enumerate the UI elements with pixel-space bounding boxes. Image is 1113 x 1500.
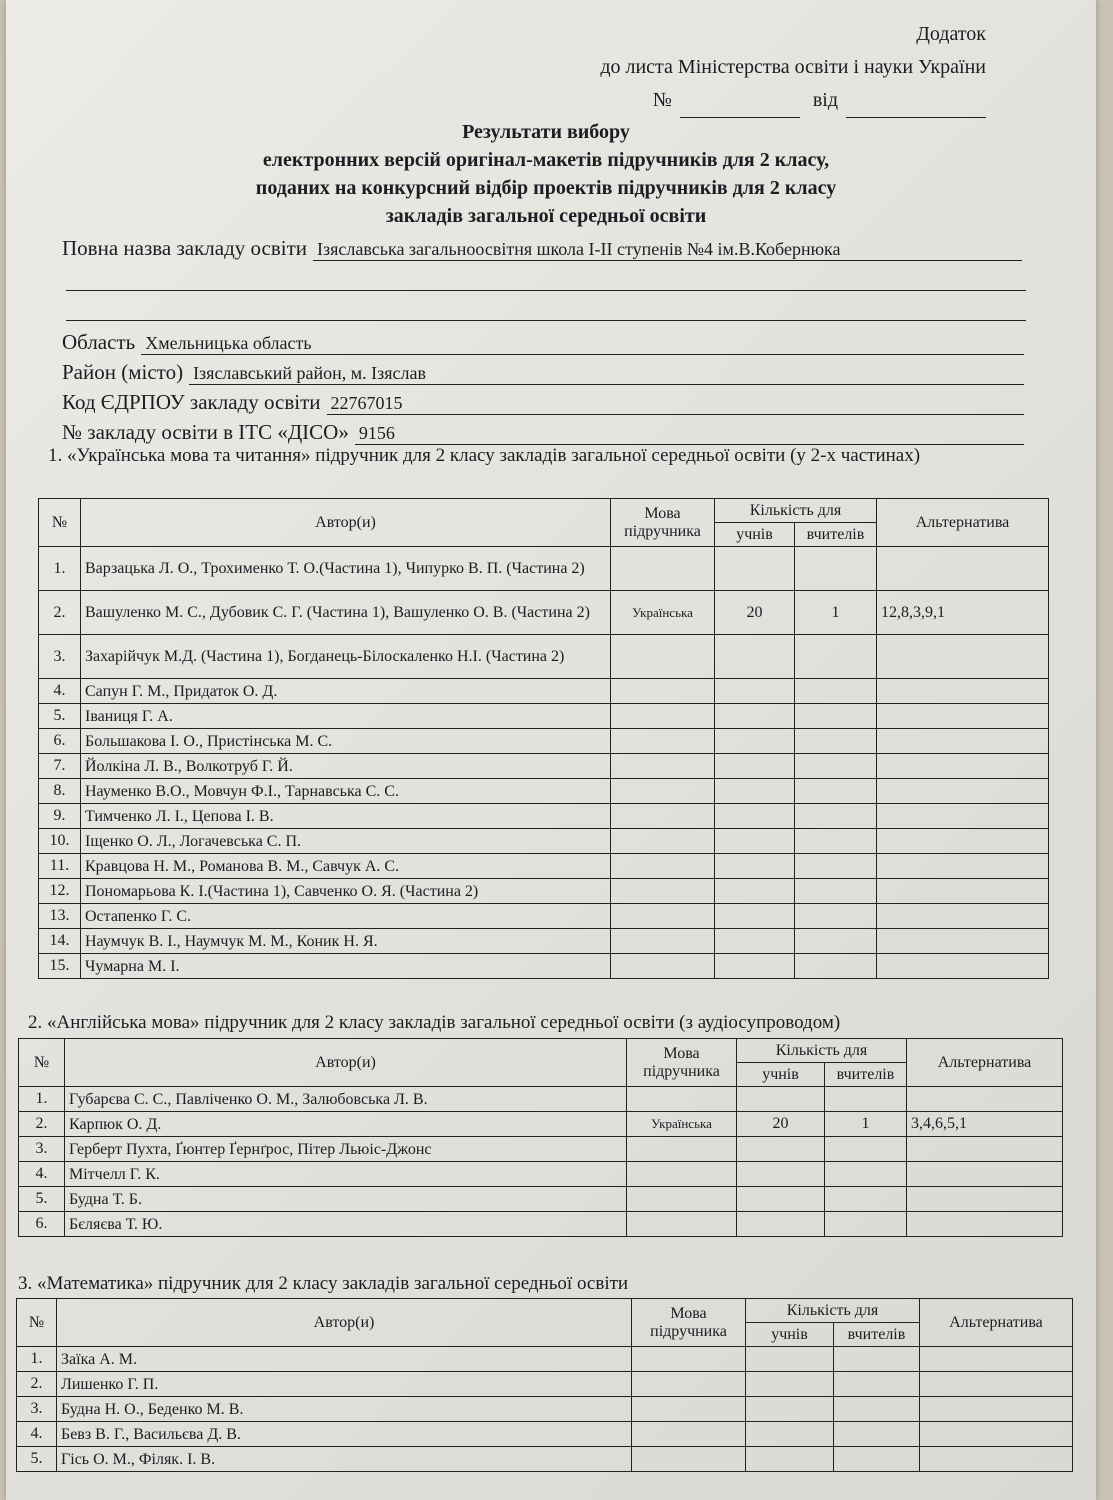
table-row [19,1187,1063,1212]
teachers-count-cell [795,804,877,829]
header-students: учнів [746,1323,834,1347]
row-number: 13. [39,904,81,929]
header-teachers: вчителів [795,523,877,547]
author-cell: Іваниця Г. А. [81,704,611,729]
section-3-table [16,1298,1073,1472]
header-num: № [19,1039,65,1087]
students-count-cell [737,1087,825,1112]
section-2-table [18,1038,1063,1237]
alternative-cell [877,879,1049,904]
teachers-count-cell: 1 [825,1112,907,1137]
teachers-count-cell [795,954,877,979]
teachers-count-cell [834,1397,920,1422]
table-row [17,1447,1073,1472]
language-cell [611,547,715,591]
language-cell [632,1347,746,1372]
table-row [39,829,1049,854]
alternative-cell [907,1212,1063,1237]
header-author: Автор(и) [57,1299,632,1347]
row-number: 3. [17,1397,57,1422]
students-count-cell: 20 [715,591,795,635]
author-cell: Будна Н. О., Беденко М. В. [57,1397,632,1422]
students-count-cell [746,1397,834,1422]
teachers-count-cell [795,729,877,754]
letter-reference: до листа Міністерства освіти і науки України [600,56,986,78]
author-cell: Вашуленко М. С., Дубовик С. Г. (Частина 1), Вашуленко О. В. (Частина 2) [81,591,611,635]
language-cell [611,635,715,679]
alternative-cell [877,729,1049,754]
teachers-count-cell [795,635,877,679]
students-count-cell [746,1347,834,1372]
alternative-cell [907,1087,1063,1112]
header-alternative: Альтернатива [877,499,1049,547]
language-cell [611,904,715,929]
author-cell: Мітчелл Г. К. [65,1162,627,1187]
teachers-count-cell [795,854,877,879]
table-row [19,1162,1063,1187]
row-number: 14. [39,929,81,954]
row-number: 5. [39,704,81,729]
alternative-cell [877,929,1049,954]
alternative-cell [920,1422,1073,1447]
author-cell: Лишенко Г. П. [57,1372,632,1397]
alternative-cell [907,1137,1063,1162]
language-cell [611,754,715,779]
alternative-cell [877,679,1049,704]
date-blank [846,84,986,118]
row-number: 6. [39,729,81,754]
students-count-cell [746,1447,834,1472]
school-name-blank-line-1 [66,290,1026,291]
row-number: 3. [19,1137,65,1162]
author-cell: Сапун Г. М., Придаток О. Д. [81,679,611,704]
teachers-count-cell [795,904,877,929]
row-number: 4. [19,1162,65,1187]
row-number: 1. [39,547,81,591]
title-line-3: поданих на конкурсний відбір проектів підручників для 2 класу [255,177,837,199]
author-cell: Наумчук В. І., Наумчук М. М., Коник Н. Я. [81,929,611,954]
author-cell: Іщенко О. Л., Логачевська С. П. [81,829,611,854]
header-language: Мова підручника [611,499,715,547]
row-number: 10. [39,829,81,854]
teachers-count-cell [795,679,877,704]
language-cell [627,1137,737,1162]
row-number: 2. [17,1372,57,1397]
header-language: Мова підручника [627,1039,737,1087]
alternative-cell [877,635,1049,679]
teachers-count-cell [795,879,877,904]
row-number: 1. [19,1087,65,1112]
language-cell [627,1212,737,1237]
author-cell: Науменко В.О., Мовчун Ф.І., Тарнавська С. С. [81,779,611,804]
title-line-4: закладів загальної середньої освіти [385,205,707,227]
students-count-cell [737,1187,825,1212]
table-row [39,704,1049,729]
table-row [39,929,1049,954]
author-cell: Бевз В. Г., Васильєва Д. В. [57,1422,632,1447]
alternative-cell [920,1397,1073,1422]
header-language: Мова підручника [632,1299,746,1347]
alternative-cell [877,829,1049,854]
from-label: від [812,89,838,111]
alternative-cell [920,1447,1073,1472]
teachers-count-cell [834,1347,920,1372]
teachers-count-cell [825,1212,907,1237]
title-line-2: електронних версій оригінал-макетів підручників для 2 класу, [262,149,830,171]
author-cell: Пономарьова К. І.(Частина 1), Савченко О. Я. (Частина 2) [81,879,611,904]
author-cell: Остапенко Г. С. [81,904,611,929]
students-count-cell [715,904,795,929]
document-title [66,118,1026,230]
teachers-count-cell [795,779,877,804]
row-number: 4. [17,1422,57,1447]
language-cell [611,879,715,904]
section-2-title: 2. «Англійська мова» підручник для 2 класу закладів загальної середньої освіти (з аудіосупроводом) [28,1012,841,1033]
row-number: 8. [39,779,81,804]
alternative-cell [920,1372,1073,1397]
teachers-count-cell [795,547,877,591]
teachers-count-cell [834,1447,920,1472]
students-count-cell [737,1137,825,1162]
table-row [39,954,1049,979]
author-cell: Кравцова Н. М., Романова В. М., Савчук А. С. [81,854,611,879]
header-num: № [17,1299,57,1347]
edrpou-field [62,390,1024,415]
students-count-cell [715,829,795,854]
row-number: 15. [39,954,81,979]
students-count-cell [737,1212,825,1237]
section-3-title: 3. «Математика» підручник для 2 класу закладів загальної середньої освіти [18,1273,629,1294]
students-count-cell [715,704,795,729]
language-cell [611,929,715,954]
document-sheet [6,0,1096,1500]
students-count-cell [715,547,795,591]
table-row [19,1137,1063,1162]
language-cell [611,704,715,729]
students-count-cell [715,879,795,904]
its-value: 9156 [355,423,1024,445]
author-cell: Заїка А. М. [57,1347,632,1372]
header-num: № [39,499,81,547]
row-number: 5. [17,1447,57,1472]
students-count-cell [715,804,795,829]
header-quantity: Кількість для [715,499,877,523]
district-field [62,360,1024,385]
table-row [39,635,1049,679]
teachers-count-cell [834,1372,920,1397]
teachers-count-cell [795,754,877,779]
school-name-label: Повна назва закладу освіти [62,236,308,260]
district-value: Ізяславський район, м. Ізяслав [189,363,1024,385]
row-number: 9. [39,804,81,829]
table-row [39,804,1049,829]
oblast-field [62,330,1024,355]
teachers-count-cell [795,704,877,729]
header-author: Автор(и) [65,1039,627,1087]
students-count-cell: 20 [737,1112,825,1137]
row-number: 2. [19,1112,65,1137]
language-cell [611,679,715,704]
language-cell [632,1422,746,1447]
author-cell: Йолкіна Л. В., Волкотруб Г. Й. [81,754,611,779]
language-cell [611,804,715,829]
alternative-cell [877,704,1049,729]
section-2-rows [19,1087,1063,1237]
teachers-count-cell [825,1087,907,1112]
table-row [39,879,1049,904]
table-row [39,854,1049,879]
header-teachers: вчителів [834,1323,920,1347]
number-blank [680,84,800,118]
students-count-cell [715,779,795,804]
table-row [39,729,1049,754]
table-row [17,1397,1073,1422]
alternative-cell [907,1187,1063,1212]
title-line-1: Результати вибору [462,121,630,143]
author-cell: Большакова І. О., Пристінська М. С. [81,729,611,754]
row-number: 12. [39,879,81,904]
author-cell: Чумарна М. І. [81,954,611,979]
language-cell: Українська [627,1112,737,1137]
row-number: 4. [39,679,81,704]
table-row [17,1372,1073,1397]
students-count-cell [715,929,795,954]
oblast-label: Область [62,330,136,354]
teachers-count-cell [825,1187,907,1212]
alternative-cell [877,904,1049,929]
language-cell [611,729,715,754]
author-cell: Карпюк О. Д. [65,1112,627,1137]
table-row [39,754,1049,779]
header-teachers: вчителів [825,1063,907,1087]
document-header [600,18,986,118]
teachers-count-cell: 1 [795,591,877,635]
header-alternative: Альтернатива [907,1039,1063,1087]
teachers-count-cell [795,929,877,954]
row-number: 11. [39,854,81,879]
language-cell [632,1447,746,1472]
language-cell [632,1372,746,1397]
table-row [19,1112,1063,1137]
alternative-cell [877,954,1049,979]
author-cell: Варзацька Л. О., Трохименко Т. О.(Частина 1), Чипурко В. П. (Частина 2) [81,547,611,591]
table-row [19,1087,1063,1112]
table-row [39,547,1049,591]
students-count-cell [746,1422,834,1447]
students-count-cell [746,1372,834,1397]
table-row [17,1347,1073,1372]
language-cell [627,1162,737,1187]
school-name-value: Ізяславська загальноосвітня школа І-ІІ ступенів №4 ім.В.Кобернюка [313,239,1022,261]
alternative-cell [877,754,1049,779]
row-number: 1. [17,1347,57,1372]
school-name-blank-line-2 [66,320,1026,321]
alternative-cell [877,804,1049,829]
author-cell: Губарєва С. С., Павліченко О. М., Залюбовська Л. В. [65,1087,627,1112]
its-label: № закладу освіти в ІТС «ДІСО» [62,420,349,444]
author-cell: Захарійчук М.Д. (Частина 1), Богданець-Білоскаленко Н.І. (Частина 2) [81,635,611,679]
language-cell [611,954,715,979]
language-cell [611,854,715,879]
table-row [39,904,1049,929]
edrpou-value: 22767015 [327,393,1025,415]
students-count-cell [715,754,795,779]
language-cell: Українська [611,591,715,635]
row-number: 2. [39,591,81,635]
section-3-rows [17,1347,1073,1472]
alternative-cell: 3,4,6,5,1 [907,1112,1063,1137]
author-cell: Бєляєва Т. Ю. [65,1212,627,1237]
row-number: 7. [39,754,81,779]
author-cell: Тимченко Л. І., Цепова І. В. [81,804,611,829]
students-count-cell [737,1162,825,1187]
section-1-title: 1. «Українська мова та читання» підручник для 2 класу закладів загальної середньої освіти (у 2-х частинах) [48,445,921,466]
header-author: Автор(и) [81,499,611,547]
alternative-cell: 12,8,3,9,1 [877,591,1049,635]
section-1-rows [39,547,1049,979]
row-number: 5. [19,1187,65,1212]
language-cell [611,779,715,804]
number-date-line [600,84,986,118]
language-cell [611,829,715,854]
alternative-cell [907,1162,1063,1187]
language-cell [627,1187,737,1212]
students-count-cell [715,729,795,754]
section-1-table [38,498,1049,979]
students-count-cell [715,854,795,879]
table-row [39,779,1049,804]
row-number: 3. [39,635,81,679]
header-quantity: Кількість для [737,1039,907,1063]
table-row [39,591,1049,635]
addendum-label: Додаток [916,23,986,45]
teachers-count-cell [795,829,877,854]
students-count-cell [715,679,795,704]
header-alternative: Альтернатива [920,1299,1073,1347]
its-field [62,420,1024,445]
author-cell: Гісь О. М., Філяк. І. В. [57,1447,632,1472]
students-count-cell [715,954,795,979]
table-row [39,679,1049,704]
edrpou-label: Код ЄДРПОУ закладу освіти [62,390,321,414]
table-row [19,1212,1063,1237]
school-name-field [62,236,1022,261]
teachers-count-cell [825,1162,907,1187]
language-cell [632,1397,746,1422]
oblast-value: Хмельницька область [141,333,1024,355]
alternative-cell [920,1347,1073,1372]
language-cell [627,1087,737,1112]
header-quantity: Кількість для [746,1299,920,1323]
author-cell: Будна Т. Б. [65,1187,627,1212]
author-cell: Герберт Пухта, Ґюнтер Ґернґрос, Пітер Льюіс-Джонс [65,1137,627,1162]
alternative-cell [877,547,1049,591]
number-label: № [652,89,672,111]
header-students: учнів [737,1063,825,1087]
district-label: Район (місто) [62,360,184,384]
students-count-cell [715,635,795,679]
alternative-cell [877,779,1049,804]
table-row [17,1422,1073,1447]
teachers-count-cell [834,1422,920,1447]
header-students: учнів [715,523,795,547]
alternative-cell [877,854,1049,879]
row-number: 6. [19,1212,65,1237]
teachers-count-cell [825,1137,907,1162]
